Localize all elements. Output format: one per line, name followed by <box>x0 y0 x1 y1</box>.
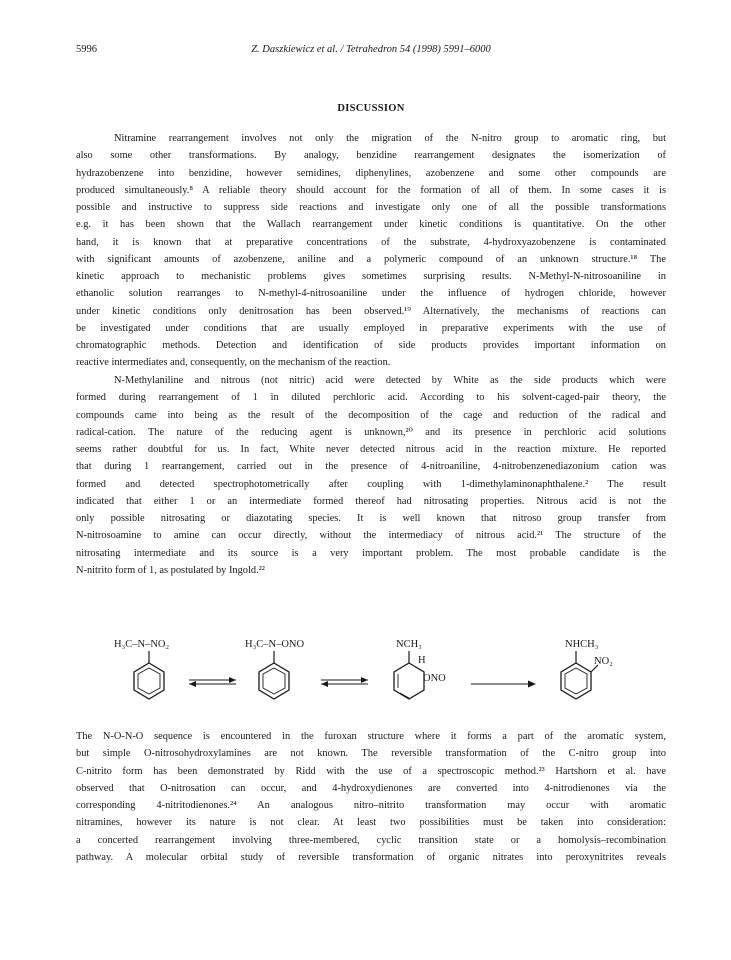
structure-product <box>561 639 613 699</box>
cyclohexadiene-ring-icon <box>394 663 424 699</box>
text-line: N-Methylaniline and nitrous (not nitric) acid were detected by White as the side products which were <box>114 375 666 386</box>
scheme-label-h: H <box>418 655 426 666</box>
text-line: C-nitrito form has been demonstrated by Ridd with the use of a spectroscopic method.²³ Hartshorn et al. have <box>76 765 666 777</box>
page-header <box>76 44 666 60</box>
text-line: radical-cation. The nature of the reducing agent is unknown,²⁰ and its presence in perchloric acid solutions <box>76 426 666 438</box>
text-line: ethanolic solution rearranges to N-methyl-4-nitrosoaniline under the influence of hydrogen chloride, however <box>76 288 666 300</box>
text-line: N-nitrito form of 1, as postulated by Ingold.²² <box>76 564 265 576</box>
paragraph-1 <box>76 130 666 372</box>
text-line: only possible nitrosating or diazotating species. It is well known that nitroso group transfer from <box>76 513 666 524</box>
scheme-label-nch3: NCH₃ <box>396 639 422 650</box>
scheme-label-nhch3: NHCH₃ <box>565 639 599 650</box>
text-line: nitrosating intermediate and its source is a very important problem. The most probable candidate is the <box>76 547 666 559</box>
text-line: nitramines, however its nature is not clear. At least two possibilities must be taken into consideration: <box>76 817 666 829</box>
text-line: reactive intermediates and, consequently, on the mechanism of the reaction. <box>76 357 391 369</box>
paragraph-3 <box>76 728 666 866</box>
text-line: a concerted rearrangement involving three-membered, cyclic transition state or a homolysis–recombination <box>76 834 666 846</box>
text-line: seems rather doubtful for us. In fact, White never detected nitrous acid in the reaction mixture. He reported <box>76 444 666 455</box>
text-line: Nitramine rearrangement involves not only the migration of the N-nitro group to aromatic ring, but <box>114 133 666 144</box>
text-line: also some other transformations. By analogy, benzidine rearrangement designates the isomerization of <box>76 150 666 162</box>
text-line: under kinetic conditions only denitrosation has been observed.¹⁹ Alternatively, the mechanisms of reactions can <box>76 305 666 317</box>
structure-intermediate <box>394 639 446 699</box>
scheme-label-nitramine: H₃C–N–NO₂ <box>114 639 170 650</box>
scheme-label-no2: NO₂ <box>594 656 613 667</box>
page-number: 5996 <box>76 44 97 55</box>
text-line: chromatographic methods. Detection and identification of side products provides important information on <box>76 340 666 351</box>
running-head: Z. Daszkiewicz et al. / Tetrahedron 54 (1998) 5991–6000 <box>251 44 491 55</box>
text-line: with significant amounts of azobenzene, aniline and a polymeric compound of an unknown structure.¹⁸ The <box>76 253 666 265</box>
text-line: that during 1 rearrangement, carried out in the presence of 4-nitroaniline, 4-nitrobenzenediazonium cation was <box>76 461 666 473</box>
text-line: hand, it is known that at preparative concentrations of the substrate, 4-hydroxyazobenzene is contaminated <box>76 236 666 248</box>
section-title: DISCUSSION <box>337 103 405 114</box>
equilibrium-arrow-icon <box>189 677 236 687</box>
structure-nitramine <box>114 639 169 699</box>
reaction-scheme <box>76 635 666 715</box>
text-line: possible and instructive to suppress side reactions and investigate only one of all the possible transformations <box>76 202 666 213</box>
structure-nitrito <box>245 639 304 699</box>
text-line: be investigated under conditions that are usually employed in preparative experiments with the use of <box>76 322 666 334</box>
text-line: corresponding 4-nitritodienones.²⁴ An analogous nitro–nitrito transformation may occur with aromatic <box>76 800 666 811</box>
reaction-arrow-icon <box>471 681 536 688</box>
paragraph-2 <box>76 372 666 579</box>
text-line: produced simultaneously.⁸ A reliable theory should account for the formation of all of them. In some cases it is <box>76 184 666 196</box>
text-line: indicated that either 1 or an intermediate formed thereof had nitrosating properties. Nitrous acid is not the <box>76 495 666 507</box>
equilibrium-arrow-icon <box>321 677 368 687</box>
text-line: hydrazobenzene into benzidine, however semidines, diphenylines, azobenzene and some other compounds are <box>76 167 666 179</box>
text-line: observed that O-nitrosation can occur, and 4-hydroxydienones are converted into 4-nitrodienones via the <box>76 782 666 794</box>
scheme-label-ono: ONO <box>423 673 446 684</box>
scheme-label-nitrito: H₃C–N–ONO <box>245 639 305 650</box>
text-line: e.g. it has been shown that the Wallach rearrangement under kinetic conditions is quantitative. On the other <box>76 219 666 231</box>
text-line: The N-O-N-O sequence is encountered in the furoxan structure where it forms a part of the aromatic system, <box>76 731 666 742</box>
text-line: pathway. A molecular orbital study of reversible transformation of organic nitrates into peroxynitrites reveals <box>76 851 666 863</box>
text-line: but simple O-nitrosohydroxylamines are not known. The reversible transformation of the C-nitro group into <box>76 748 666 760</box>
text-line: kinetic approach to mechanistic problems gives sometimes surprising results. N-Methyl-N-nitrosoaniline in <box>76 271 666 282</box>
text-line: N-nitrosoamine to amine can occur directly, without the intermediacy of nitrous acid.²¹ The structure of the <box>76 530 666 542</box>
text-line: compounds came into being as the result of the decomposition of the cage and reduction of the radical and <box>76 409 666 421</box>
text-line: formed and detected spectrophotometrically after coupling with 1-dimethylaminonaphthalene.² The result <box>76 478 666 490</box>
text-line: formed during rearrangement of 1 in diluted perchloric acid. According to his solvent-caged-pair theory, the <box>76 392 666 404</box>
